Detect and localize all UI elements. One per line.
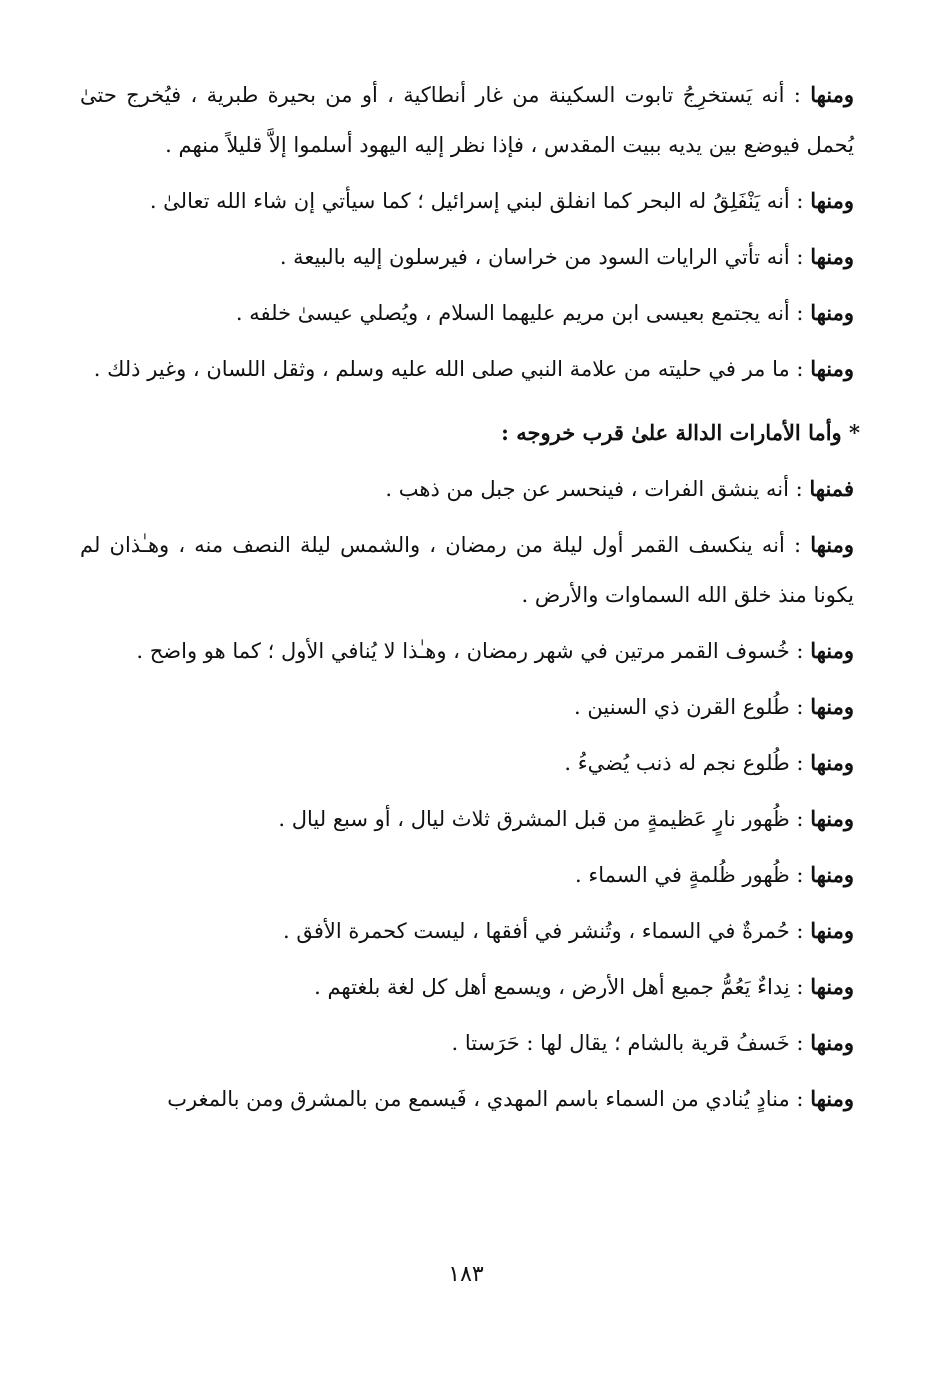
paragraph-text: : ظُهور نارٍ عَظيمةٍ من قبل المشرق ثلاث ليال ، أو سبع ليال . xyxy=(278,807,811,831)
paragraph-text: : أنه يَستخرِجُ تابوت السكينة من غار أنطاكية ، أو من بحيرة طبرية ، فيُخرج حتىٰ يُحمل فيوضع بين يديه ببيت المقدس ، فإذا نظر إليه اليهود أسلموا إلاَّ قليلاً منهم . xyxy=(80,83,854,157)
paragraph xyxy=(80,288,860,338)
paragraph-text: : طُلوع نجم له ذنب يُضيءُ . xyxy=(564,751,811,775)
paragraph xyxy=(80,1018,860,1068)
page-body xyxy=(80,70,860,1130)
paragraph-lead: ومنها xyxy=(810,750,854,775)
paragraph-lead: ومنها xyxy=(810,300,854,325)
paragraph xyxy=(80,682,860,732)
paragraph xyxy=(80,464,860,514)
page-number: ١٨٣ xyxy=(448,1262,484,1287)
section-heading: * وأما الأمارات الدالة علىٰ قرب خروجه : xyxy=(501,420,860,445)
paragraph-lead: ومنها xyxy=(810,918,854,943)
paragraph-lead: ومنها xyxy=(810,638,854,663)
paragraph xyxy=(80,850,860,900)
paragraph-text: : ظُهور ظُلمةٍ في السماء . xyxy=(575,863,811,887)
paragraph-text: : خَسفُ قرية بالشام ؛ يقال لها : حَرَستا . xyxy=(451,1031,811,1055)
paragraph-lead: ومنها xyxy=(810,1030,854,1055)
paragraph xyxy=(80,962,860,1012)
paragraph xyxy=(80,906,860,956)
paragraph-lead: ومنها xyxy=(810,188,854,213)
paragraph-lead: ومنها xyxy=(810,1086,854,1111)
paragraph xyxy=(80,1074,860,1124)
paragraph-lead: ومنها xyxy=(810,862,854,887)
paragraph-text: : أنه يَنْفَلِقُ له البحر كما انفلق لبني إسرائيل ؛ كما سيأتي إن شاء الله تعالىٰ . xyxy=(149,189,811,213)
paragraph xyxy=(80,232,860,282)
paragraph xyxy=(80,176,860,226)
paragraph-text: : طُلوع القرن ذي السنين . xyxy=(574,695,811,719)
paragraph xyxy=(80,344,860,394)
paragraph xyxy=(80,70,860,170)
paragraph-text: : حُمرةٌ في السماء ، وتُنشر في أفقها ، ليست كحمرة الأفق . xyxy=(282,919,811,943)
paragraph-lead: ومنها xyxy=(810,974,854,999)
paragraph-lead: ومنها xyxy=(810,694,854,719)
paragraph-text: : أنه ينكسف القمر أول ليلة من رمضان ، والشمس ليلة النصف منه ، وهـٰذان لم يكونا منذ خلق الله السماوات والأرض . xyxy=(80,533,854,607)
paragraph-text: : منادٍ يُنادي من السماء باسم المهدي ، فَيسمع من بالمشرق ومن بالمغرب xyxy=(167,1087,811,1111)
paragraph-lead: ومنها xyxy=(810,356,854,381)
paragraph-lead: ومنها xyxy=(810,532,854,557)
paragraph-lead: ومنها xyxy=(810,806,854,831)
paragraph xyxy=(80,794,860,844)
paragraph-text: : خُسوف القمر مرتين في شهر رمضان ، وهـٰذا لا يُنافي الأول ؛ كما هو واضح . xyxy=(136,639,811,663)
paragraph-lead: فمنها xyxy=(809,476,854,501)
paragraph-lead: ومنها xyxy=(810,244,854,269)
paragraph-text: : أنه يجتمع بعيسى ابن مريم عليهما السلام ، ويُصلي عيسىٰ خلفه . xyxy=(235,301,811,325)
paragraph-text: : ما مر في حليته من علامة النبي صلى الله عليه وسلم ، وثقل اللسان ، وغير ذلك . xyxy=(93,357,811,381)
paragraph xyxy=(80,520,860,620)
paragraph-text: : نِداءٌ يَعُمُّ جميع أهل الأرض ، ويسمع أهل كل لغة بلغتهم . xyxy=(314,975,811,999)
paragraph-text: : أنه تأتي الرايات السود من خراسان ، فيرسلون إليه بالبيعة . xyxy=(279,245,811,269)
paragraph-text: : أنه ينشق الفرات ، فينحسر عن جبل من ذهب . xyxy=(385,477,810,501)
paragraph xyxy=(80,738,860,788)
paragraph-lead: ومنها xyxy=(810,82,854,107)
paragraph xyxy=(80,626,860,676)
